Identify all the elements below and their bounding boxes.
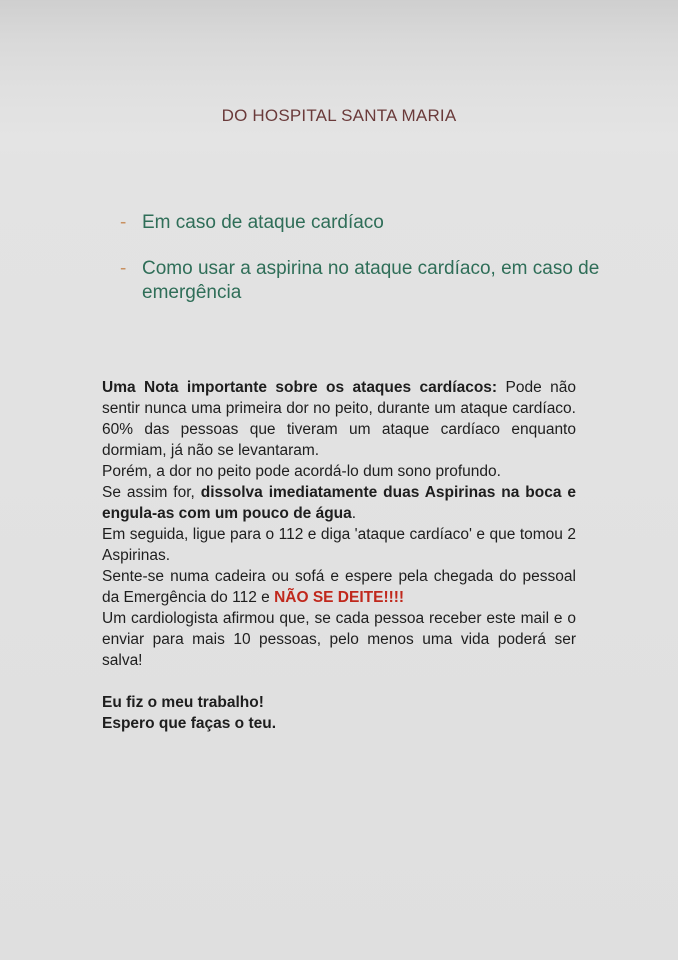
article-body — [102, 377, 576, 734]
list-item-text: Em caso de ataque cardíaco — [142, 212, 384, 233]
paragraph-intro — [102, 377, 576, 461]
list-item-text: Como usar a aspirina no ataque cardíaco, em caso de emergência — [142, 258, 600, 303]
intro-text: Pode não sentir nunca uma primeira dor no peito, durante um ataque cardíaco. 60% das pessoas que tiveram um ataque cardíaco enquanto dormiam, já não se levantaram. — [102, 379, 576, 459]
aspirin-end: . — [351, 505, 357, 522]
sit-text: Sente-se numa cadeira ou sofá e espere pela chegada do pessoal da Emergência do 112 e — [102, 568, 576, 606]
topic-list — [120, 211, 620, 327]
list-item — [120, 257, 620, 305]
intro-heading: Uma Nota importante sobre os ataques cardíacos: — [102, 379, 498, 396]
bullet-dash: - — [120, 212, 127, 233]
closing-line-1: Eu fiz o meu trabalho! — [102, 694, 264, 711]
paragraph-cardiologist: Um cardiologista afirmou que, se cada pessoa receber este mail e o enviar para mais 10 pessoas, pelo menos uma vida poderá ser salva! — [102, 610, 576, 669]
paragraph-call: Em seguida, ligue para o 112 e diga 'ataque cardíaco' e que tomou 2 Aspirinas. — [102, 526, 576, 564]
paragraph-pain: Porém, a dor no peito pode acordá-lo dum sono profundo. — [102, 463, 501, 480]
aspirin-lead: Se assim for, — [102, 484, 201, 501]
paragraph-aspirin — [102, 482, 576, 524]
bullet-dash: - — [120, 258, 127, 279]
list-item — [120, 211, 620, 235]
warning-text: NÃO SE DEITE!!!! — [274, 589, 405, 606]
page-title: DO HOSPITAL SANTA MARIA — [221, 106, 457, 125]
closing-line-2: Espero que faças o teu. — [102, 715, 276, 732]
aspirin-instruction: dissolva imediatamente duas Aspirinas na boca e engula-as com um pouco de água — [102, 484, 576, 522]
paragraph-sit — [102, 566, 576, 608]
